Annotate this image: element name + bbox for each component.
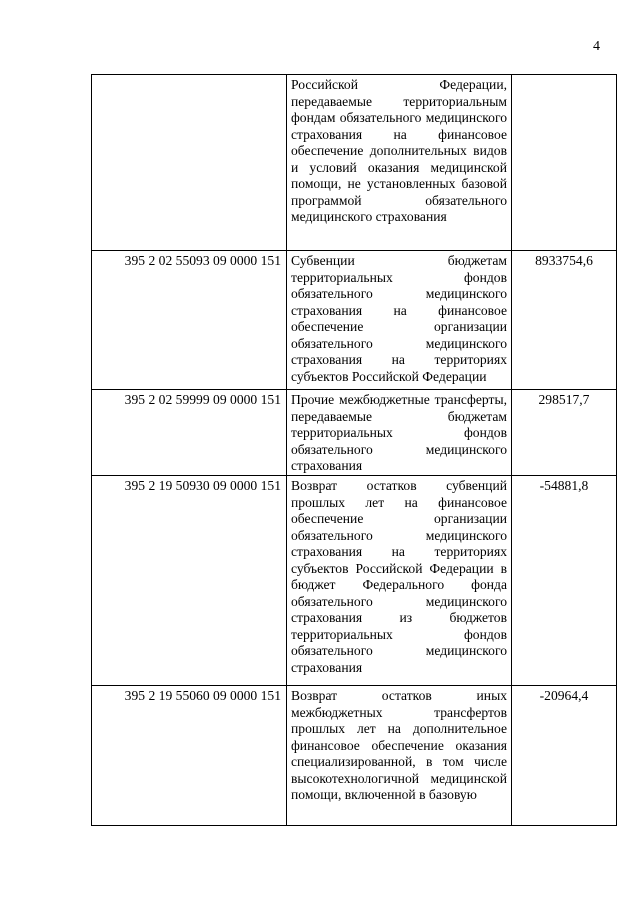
revenue-name-cell (287, 686, 512, 826)
budget-code-cell: 395 2 19 50930 09 0000 151 (92, 476, 287, 686)
page-number: 4 (593, 39, 600, 54)
budget-revenue-table (91, 74, 617, 826)
table-row (92, 75, 617, 251)
amount-cell: -54881,8 (512, 476, 617, 686)
revenue-name-text: Возврат остатков иных межбюджетных трансфертов прошлых лет на дополнительное финансовое обеспечение оказания специализированной, в том числе высокотехнологичной медицинской помощи, включенной в базовую (291, 688, 507, 802)
table-row (92, 476, 617, 686)
table-row (92, 390, 617, 476)
revenue-name-text: Возврат остатков субвенций прошлых лет на финансовое обеспечение организации обязательного медицинского страхования на территориях субъектов Российской Федерации в бюджет Федерального фонда обязательного медицинского страхования из бюджетов территориальных фондов обязательного медицинского страхования (291, 478, 507, 675)
revenue-name-cell (287, 251, 512, 390)
table-row (92, 686, 617, 826)
table-row (92, 251, 617, 390)
amount-cell (512, 75, 617, 251)
revenue-name-text: Субвенции бюджетам территориальных фондов обязательного медицинского страхования на финансовое обеспечение организации обязательного медицинского страхования на территориях субъектов Российской Федерации (291, 253, 507, 384)
budget-code-cell: 395 2 02 55093 09 0000 151 (92, 251, 287, 390)
revenue-name-cell (287, 75, 512, 251)
amount-cell: 8933754,6 (512, 251, 617, 390)
amount-cell: 298517,7 (512, 390, 617, 476)
amount-cell: -20964,4 (512, 686, 617, 826)
budget-code-cell: 395 2 19 55060 09 0000 151 (92, 686, 287, 826)
budget-code-cell: 395 2 02 59999 09 0000 151 (92, 390, 287, 476)
revenue-name-cell (287, 390, 512, 476)
revenue-name-text: Прочие межбюджетные трансферты, передаваемые бюджетам территориальных фондов обязательного медицинского страхования (291, 392, 507, 473)
budget-code-cell (92, 75, 287, 251)
revenue-name-cell (287, 476, 512, 686)
revenue-name-text: Российской Федерации, передаваемые территориальным фондам обязательного медицинского страхования на финансовое обеспечение дополнительных видов и условий оказания медицинской помощи, не установленных базовой программой обязательного медицинского страхования (291, 77, 507, 224)
